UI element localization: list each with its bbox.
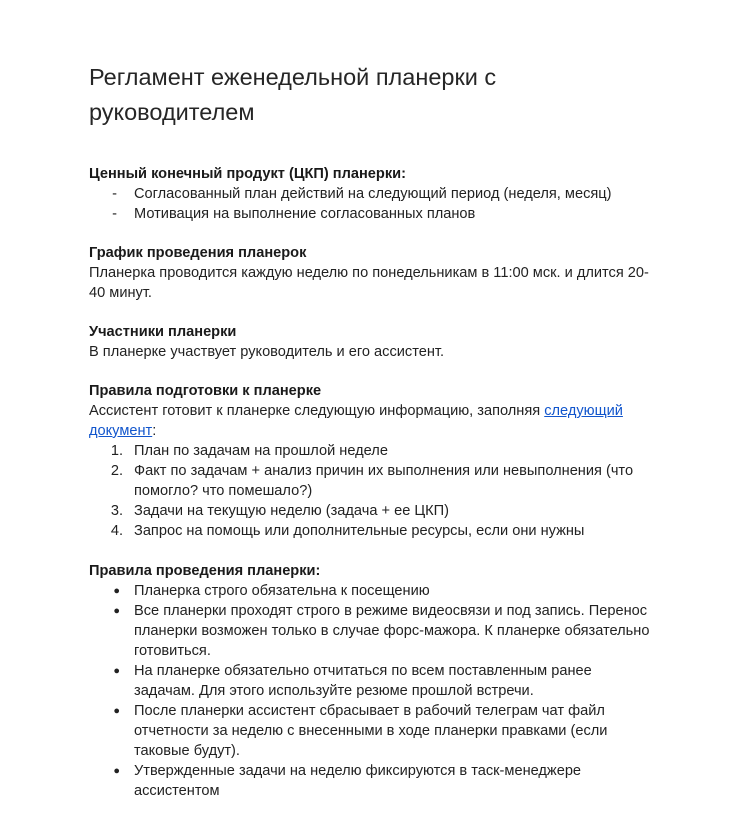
schedule-heading: График проведения планерок xyxy=(89,245,307,261)
list-item xyxy=(89,501,654,521)
bullet-marker: ● xyxy=(113,765,120,777)
ckp-heading: Ценный конечный продукт (ЦКП) планерки: xyxy=(89,166,406,182)
dash-marker: - xyxy=(112,206,117,222)
ckp-list xyxy=(89,184,654,224)
list-item xyxy=(89,761,654,801)
list-item xyxy=(89,701,654,761)
list-item xyxy=(89,184,654,204)
list-item xyxy=(89,204,654,224)
list-item xyxy=(89,461,654,501)
number-marker: 2. xyxy=(110,463,123,479)
document-link[interactable]: следующий документ xyxy=(89,403,623,439)
ckp-section xyxy=(89,164,654,224)
list-item-text: Запрос на помощь или дополнительные ресурсы, если они нужны xyxy=(134,523,585,539)
list-item xyxy=(89,441,654,461)
list-item xyxy=(89,581,654,601)
list-item-text: Все планерки проходят строго в режиме видеосвязи и под запись. Перенос планерки возможен только в случае форс-мажора. К планерке обязательно готовиться. xyxy=(134,603,650,659)
bullet-marker: ● xyxy=(113,665,120,677)
list-item-text: Мотивация на выполнение согласованных планов xyxy=(134,206,476,222)
list-item-text: Планерка строго обязательна к посещению xyxy=(134,583,430,599)
number-marker: 3. xyxy=(110,503,123,519)
list-item xyxy=(89,521,654,541)
rules-section xyxy=(89,561,654,801)
preparation-intro xyxy=(89,401,654,441)
list-item-text: После планерки ассистент сбрасывает в рабочий телеграм чат файл отчетности за неделю с внесенными в ходе планерки правками (если таковые будут). xyxy=(134,703,608,759)
rules-list xyxy=(89,581,654,801)
list-item-text: Согласованный план действий на следующий период (неделя, месяц) xyxy=(134,186,612,202)
list-item-text: Факт по задачам + анализ причин их выполнения или невыполнения (что помогло? что помешало?) xyxy=(134,463,634,499)
list-item-text: План по задачам на прошлой неделе xyxy=(134,443,388,459)
document-title: Регламент еженедельной планерки с руководителем xyxy=(89,64,497,125)
list-item-text: На планерке обязательно отчитаться по всем поставленным ранее задачам. Для этого используйте резюме прошлой встречи. xyxy=(134,663,592,699)
list-item xyxy=(89,601,654,661)
preparation-heading: Правила подготовки к планерке xyxy=(89,383,322,399)
preparation-intro-end: : xyxy=(152,423,157,439)
list-item-text: Утвержденные задачи на неделю фиксируются в таск-менеджере ассистентом xyxy=(134,763,582,799)
dash-marker: - xyxy=(112,186,117,202)
document-page xyxy=(89,60,654,820)
bullet-marker: ● xyxy=(113,605,120,617)
preparation-section xyxy=(89,381,654,541)
number-marker: 1. xyxy=(110,443,123,459)
list-item-text: Задачи на текущую неделю (задача + ее ЦКП) xyxy=(134,503,450,519)
participants-heading: Участники планерки xyxy=(89,324,237,340)
schedule-section xyxy=(89,243,654,303)
preparation-list xyxy=(89,441,654,541)
preparation-intro-text: Ассистент готовит к планерке следующую информацию, заполняя xyxy=(89,403,545,419)
list-item xyxy=(89,661,654,701)
bullet-marker: ● xyxy=(113,705,120,717)
participants-text: В планерке участвует руководитель и его ассистент. xyxy=(89,344,445,360)
schedule-text: Планерка проводится каждую неделю по понедельникам в 11:00 мск. и длится 20-40 минут. xyxy=(89,265,649,301)
participants-section xyxy=(89,322,654,362)
rules-heading: Правила проведения планерки: xyxy=(89,563,321,579)
number-marker: 4. xyxy=(110,523,123,539)
bullet-marker: ● xyxy=(113,585,120,597)
